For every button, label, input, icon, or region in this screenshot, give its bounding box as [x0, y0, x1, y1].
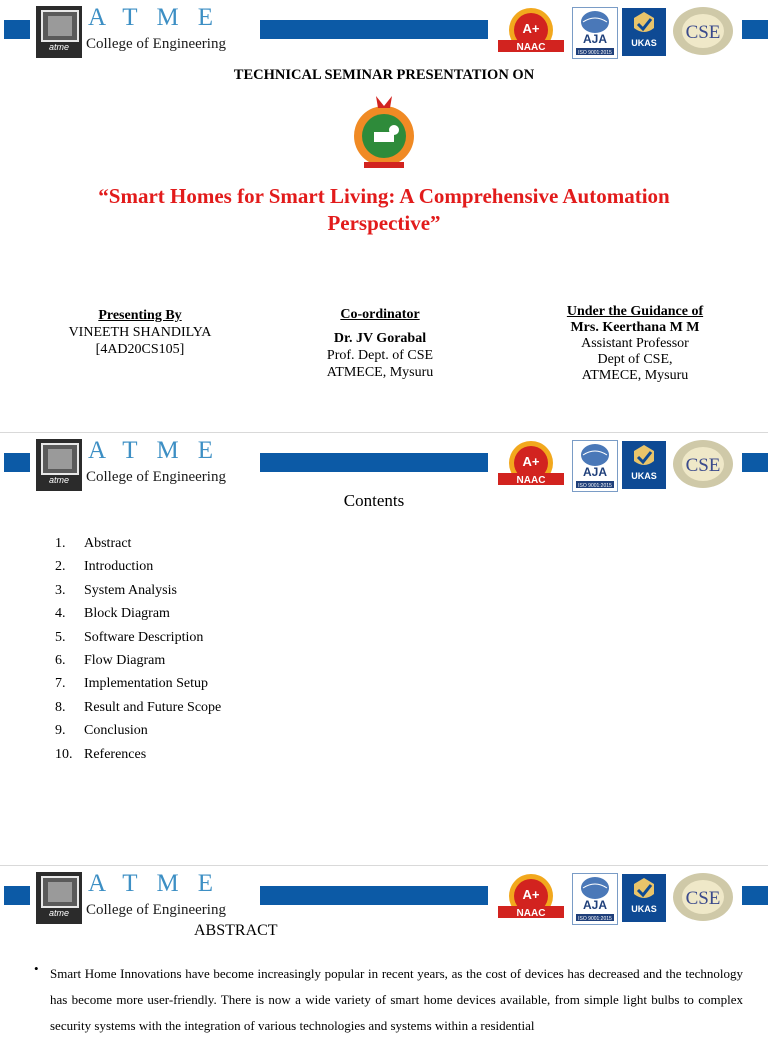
guide-block: [540, 304, 730, 384]
guide-title: Assistant Professor: [581, 336, 689, 351]
header-bar-right: [742, 453, 768, 472]
slide-header: [0, 866, 768, 928]
slide-abstract: [0, 866, 768, 1033]
svg-text:AJA: AJA: [582, 32, 608, 46]
presenter-usn: [4AD20CS105]: [95, 342, 185, 357]
slide-contents: [0, 433, 768, 866]
college-name: ATME: [88, 4, 233, 31]
college-name: ATME: [88, 870, 233, 897]
contents-list: [55, 536, 221, 770]
header-bar-left: [4, 886, 30, 905]
coordinator-heading: Co-ordinator: [340, 307, 420, 322]
coordinator-institute: ATMECE, Mysuru: [326, 365, 434, 380]
svg-text:CSE: CSE: [685, 455, 721, 476]
svg-text:A+: A+: [522, 454, 540, 469]
header-bar-middle: [260, 886, 488, 905]
list-item: 2. Introduction: [55, 559, 154, 575]
guide-heading: Under the Guidance of: [566, 304, 704, 319]
svg-text:NAAC: NAAC: [516, 475, 546, 486]
karnataka-emblem-icon: [352, 92, 416, 170]
header-bar-right: [742, 886, 768, 905]
coordinator-title: Prof. Dept. of CSE: [326, 348, 434, 363]
college-subtitle: College of Engineering: [86, 902, 226, 918]
svg-text:CSE: CSE: [685, 22, 721, 43]
cse-logo-icon: [672, 439, 734, 489]
coordinator-name: Dr. JV Gorabal: [333, 331, 427, 346]
college-subtitle: College of Engineering: [86, 469, 226, 485]
coordinator-block: [290, 306, 470, 381]
abstract-heading: ABSTRACT: [194, 922, 278, 939]
bullet-icon: •: [34, 961, 39, 976]
seminar-heading: TECHNICAL SEMINAR PRESENTATION ON: [233, 67, 535, 83]
header-bar-left: [4, 453, 30, 472]
aja-badge: [572, 440, 618, 492]
list-item: 7. Implementation Setup: [55, 676, 209, 692]
naac-badge-icon: [496, 439, 566, 491]
header-bar-middle: [260, 453, 488, 472]
slide-header: [0, 433, 768, 495]
svg-text:UKAS: UKAS: [631, 904, 657, 914]
svg-text:UKAS: UKAS: [631, 471, 657, 481]
svg-text:A+: A+: [522, 21, 540, 36]
svg-text:NAAC: NAAC: [516, 908, 546, 919]
svg-text:UKAS: UKAS: [631, 38, 657, 48]
header-bar-left: [4, 20, 30, 39]
ukas-badge: [622, 874, 666, 922]
cse-logo-icon: [672, 872, 734, 922]
list-item: 8. Result and Future Scope: [55, 699, 222, 715]
svg-text:ISO 9001:2015: ISO 9001:2015: [578, 50, 612, 56]
header-bar-middle: [260, 20, 488, 39]
slide-header: [0, 0, 768, 62]
presenter-heading: Presenting By: [98, 308, 182, 323]
slide-title: [0, 0, 768, 433]
svg-text:CSE: CSE: [685, 888, 721, 909]
atme-logo: atme: [36, 872, 82, 924]
list-item: 4. Block Diagram: [55, 606, 170, 622]
abstract-text: Smart Home Innovations have become increasingly popular in recent years, as the cost of devices has decreased and the technology has become more user-friendly. There is now a wide variety of smart home devices available, from simple light bulbs to complex security systems with the integration of various technologies and systems within a residential: [50, 966, 743, 1033]
guide-institute: ATMECE, Mysuru: [581, 368, 689, 383]
svg-text:A+: A+: [522, 887, 540, 902]
aja-badge: [572, 7, 618, 59]
svg-text:NAAC: NAAC: [516, 42, 546, 53]
naac-badge-icon: [496, 6, 566, 58]
list-item: 10. References: [55, 746, 147, 762]
presenter-block: [40, 307, 240, 358]
list-item: 1. Abstract: [55, 536, 132, 551]
college-subtitle: College of Engineering: [86, 36, 226, 52]
guide-name: Mrs. Keerthana M M: [570, 320, 700, 335]
title-line-2: Perspective”: [327, 211, 441, 235]
title-line-1: “Smart Homes for Smart Living: A Comprehensive Automation: [98, 184, 670, 208]
list-item: 9. Conclusion: [55, 723, 148, 739]
svg-text:AJA: AJA: [582, 465, 608, 479]
svg-text:ISO 9001:2015: ISO 9001:2015: [578, 483, 612, 489]
ukas-badge: [622, 441, 666, 489]
header-bar-right: [742, 20, 768, 39]
presenter-name: VINEETH SHANDILYA: [68, 325, 212, 340]
college-name: ATME: [88, 437, 233, 464]
contents-heading: Contents: [343, 491, 405, 510]
atme-logo: atme: [36, 439, 82, 491]
list-item: 5. Software Description: [55, 629, 204, 645]
guide-dept: Dept of CSE,: [597, 352, 673, 367]
aja-badge: [572, 873, 618, 925]
list-item: 6. Flow Diagram: [55, 652, 166, 668]
svg-text:AJA: AJA: [582, 898, 608, 912]
atme-logo: atme: [36, 6, 82, 58]
ukas-badge: [622, 8, 666, 56]
presentation-title: [40, 183, 728, 237]
cse-logo-icon: [672, 6, 734, 56]
svg-text:ISO 9001:2015: ISO 9001:2015: [578, 916, 612, 922]
list-item: 3. System Analysis: [55, 582, 177, 598]
naac-badge-icon: [496, 872, 566, 924]
